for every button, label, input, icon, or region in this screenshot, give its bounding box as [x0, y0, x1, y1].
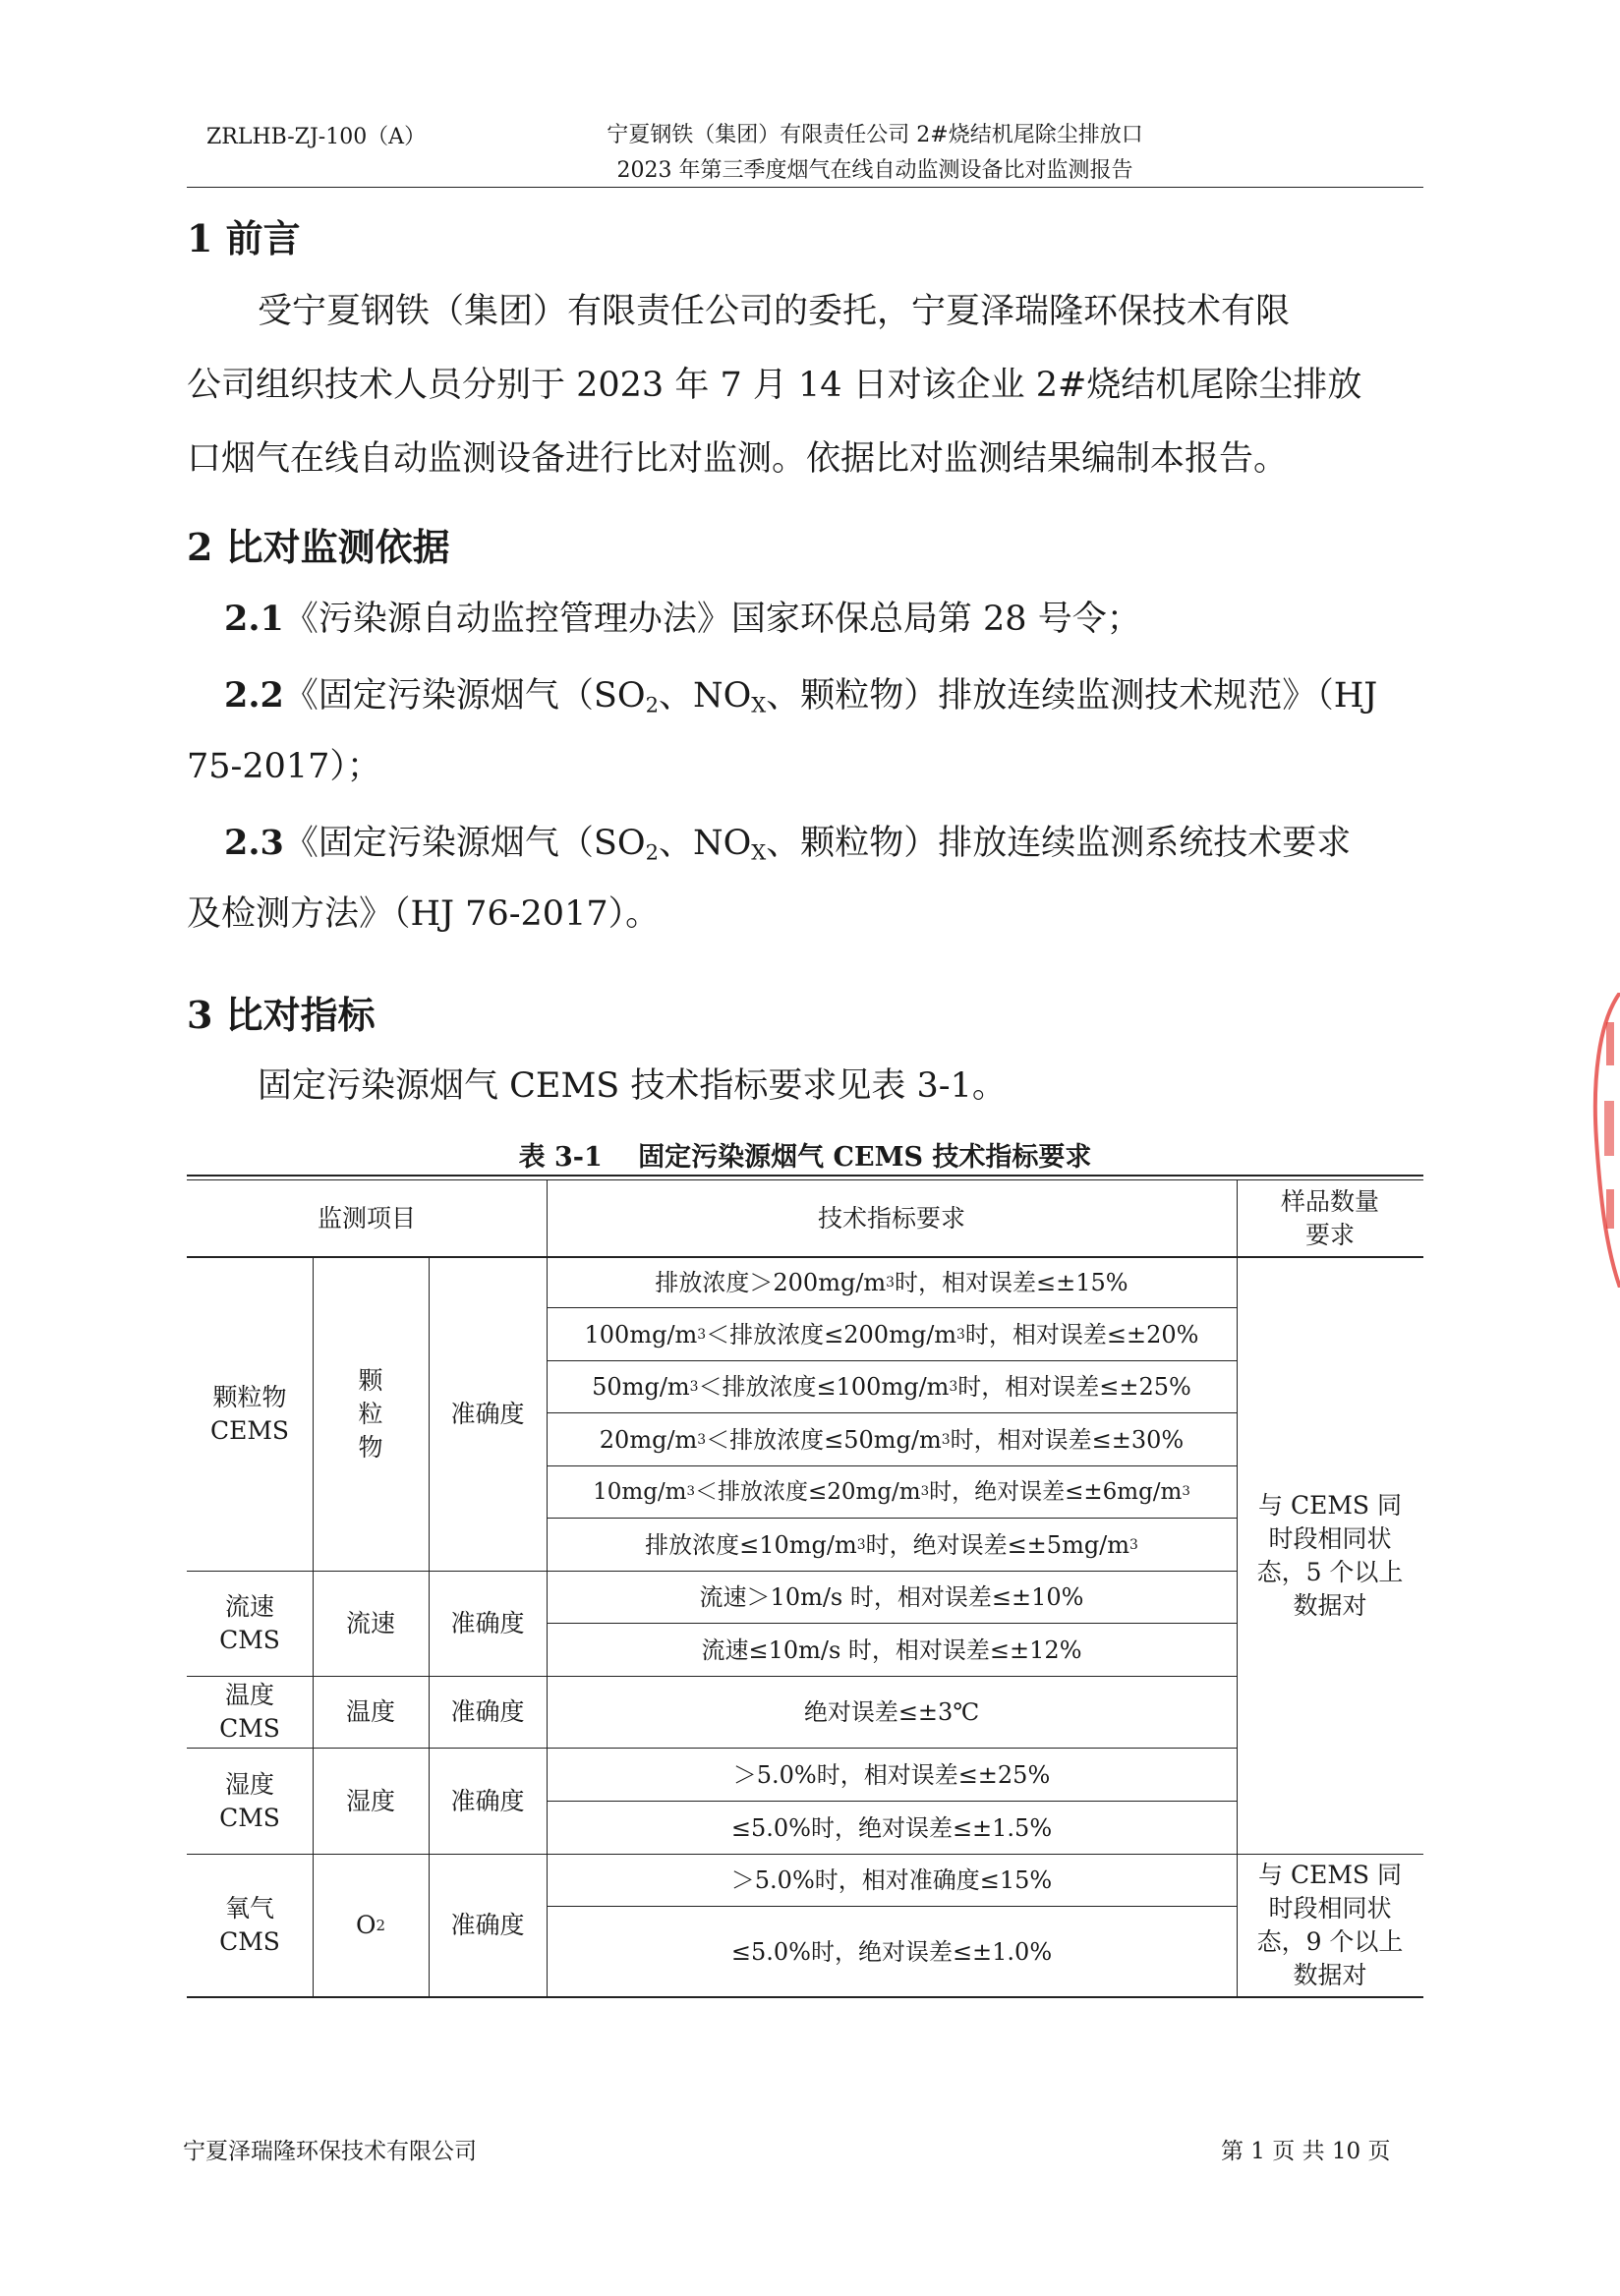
pm-cems-name: 颗粒物 CEMS — [209, 1382, 290, 1445]
o2-cms-name: 氧气 CMS — [219, 1894, 280, 1956]
basis-item-3-text-c: 、颗粒物）排放连续监测系统技术要求 — [766, 824, 1352, 863]
o2-param-symbol: O — [355, 1911, 376, 1939]
basis-item-3-text-b: 、NO — [658, 824, 752, 863]
pm-req-5: 10mg/m 3 ＜排放浓度≤20mg/m 3 时，绝对误差≤±6mg/m 3 — [547, 1466, 1237, 1518]
cems-requirements-table — [187, 1175, 1423, 1998]
sample-requirement-1: 与 CEMS 同时段相同状态，5 个以上数据对 — [1256, 1490, 1404, 1620]
basis-item-2-number: 2.2 — [224, 675, 284, 716]
basis-item-1-number: 2.1 — [224, 599, 284, 639]
table-top-rule-1 — [187, 1175, 1423, 1177]
section1-line2: 公司组织技术人员分别于 2023 年 7 月 14 日对该企业 2#烧结机尾除尘排放 — [187, 366, 1362, 405]
req-text: ＜排放浓度≤50mg/m — [706, 1425, 942, 1454]
temp-type: 准确度 — [450, 1697, 525, 1726]
hum-req-1: ＞5.0%时，相对误差≤±25% — [732, 1760, 1051, 1789]
basis-item-2-sub-nox: X — [751, 693, 767, 718]
req-text: 排放浓度＞200mg/m — [655, 1268, 887, 1296]
pm-req-4: 20mg/m 3 ＜排放浓度≤50mg/m 3 时，相对误差≤±30% — [547, 1413, 1237, 1465]
req-text: 10mg/m — [593, 1479, 687, 1505]
sample-requirement-2: 与 CEMS 同时段相同状态，9 个以上数据对 — [1256, 1861, 1404, 1989]
hum-req-2: ≤5.0%时，绝对误差≤±1.5% — [730, 1813, 1053, 1842]
flow-cms-name: 流速 CMS — [219, 1592, 280, 1654]
basis-item-2-sub-so2: 2 — [645, 693, 659, 718]
o2-req-2: ≤5.0%时，绝对误差≤±1.0% — [730, 1937, 1053, 1966]
req-text: 时，绝对误差≤±5mg/m — [865, 1530, 1130, 1559]
table-caption: 表 3-1 固定污染源烟气 CEMS 技术指标要求 — [518, 1142, 1092, 1173]
basis-item-3-sub-so2: 2 — [645, 840, 659, 865]
report-title-line2: 2023 年第三季度烟气在线自动监测设备比对监测报告 — [616, 158, 1133, 183]
temp-param: 温度 — [345, 1697, 395, 1726]
req-text: 时，相对误差≤±25% — [957, 1373, 1191, 1401]
th-technical-requirement: 技术指标要求 — [817, 1203, 965, 1233]
basis-item-3-number: 2.3 — [224, 823, 284, 863]
hum-cms-name: 湿度 CMS — [219, 1769, 280, 1832]
req-text: 时，相对误差≤±30% — [950, 1425, 1185, 1454]
flow-req-1: 流速＞10m/s 时，相对误差≤±10% — [699, 1583, 1084, 1611]
temp-cms-name: 温度 CMS — [219, 1681, 280, 1743]
report-title-line1: 宁夏钢铁（集团）有限责任公司 2#烧结机尾除尘排放口 — [607, 123, 1143, 147]
o2-param — [313, 1855, 429, 1996]
flow-type: 准确度 — [450, 1609, 525, 1637]
th-monitoring-item: 监测项目 — [317, 1203, 416, 1233]
req-text: 20mg/m — [599, 1425, 698, 1454]
req-text: 排放浓度≤10mg/m — [645, 1530, 857, 1559]
req-text: 时，相对误差≤±15% — [895, 1268, 1128, 1296]
req-text: ＜排放浓度≤200mg/m — [706, 1320, 957, 1349]
pm-type: 准确度 — [450, 1399, 525, 1428]
pm-req-1: 排放浓度＞200mg/m 3 时，相对误差≤±15% — [547, 1257, 1237, 1307]
section1-heading: 1 前言 — [187, 216, 301, 260]
section2-heading: 2 比对监测依据 — [187, 525, 450, 569]
basis-item-3-line2: 及检测方法》（HJ 76-2017）。 — [187, 894, 661, 934]
basis-item-2-line2: 75-2017）； — [187, 747, 381, 786]
section1-line1: 受宁夏钢铁（集团）有限责任公司的委托，宁夏泽瑞隆环保技术有限 — [258, 292, 1291, 331]
req-text: 时，相对误差≤±20% — [964, 1320, 1199, 1349]
req-text: ＜排放浓度≤100mg/m — [698, 1373, 950, 1401]
doc-code: ZRLHB-ZJ-100（A） — [206, 125, 427, 149]
temp-req-1: 绝对误差≤±3℃ — [803, 1698, 980, 1726]
basis-item-1-text: 《污染源自动监控管理办法》国家环保总局第 28 号令； — [283, 600, 1141, 639]
flow-req-2: 流速≤10m/s 时，相对误差≤±12% — [701, 1636, 1082, 1664]
o2-type: 准确度 — [450, 1911, 525, 1939]
o2-param-sub: 2 — [376, 1917, 386, 1934]
section3-heading: 3 比对指标 — [187, 993, 376, 1037]
pm-req-3: 50mg/m 3 ＜排放浓度≤100mg/m 3 时，相对误差≤±25% — [547, 1361, 1237, 1412]
basis-item-3 — [224, 823, 1352, 870]
hum-type: 准确度 — [450, 1786, 525, 1815]
basis-item-1 — [224, 599, 1141, 639]
partial-seal-stamp — [1585, 993, 1620, 1288]
hum-param: 湿度 — [345, 1786, 395, 1815]
basis-item-2 — [224, 675, 1378, 722]
basis-item-2-text-a: 《固定污染源烟气（SO — [283, 676, 646, 716]
req-text: 50mg/m — [592, 1373, 690, 1401]
table-bottom-rule — [187, 1996, 1423, 1998]
header-rule — [187, 187, 1423, 188]
basis-item-3-text-a: 《固定污染源烟气（SO — [283, 824, 646, 863]
flow-param: 流速 — [345, 1609, 395, 1637]
basis-item-3-sub-nox: X — [751, 840, 767, 865]
section3-intro: 固定污染源烟气 CEMS 技术指标要求见表 3-1。 — [258, 1066, 1007, 1106]
req-text: 100mg/m — [584, 1320, 698, 1349]
th-sample-quantity: 样品数量要求 — [1280, 1186, 1379, 1249]
o2-req-1: ＞5.0%时，相对准确度≤15% — [730, 1866, 1053, 1894]
pm-param: 颗粒物 — [358, 1365, 383, 1462]
basis-item-2-text-c: 、颗粒物）排放连续监测技术规范》（HJ — [766, 676, 1378, 716]
pm-req-6: 排放浓度≤10mg/m 3 时，绝对误差≤±5mg/m 3 — [547, 1519, 1237, 1571]
footer-page-number: 第 1 页 共 10 页 — [1221, 2139, 1391, 2164]
pm-req-2: 100mg/m 3 ＜排放浓度≤200mg/m 3 时，相对误差≤±20% — [547, 1308, 1237, 1360]
section1-line3: 口烟气在线自动监测设备进行比对监测。依据比对监测结果编制本报告。 — [187, 439, 1289, 479]
basis-item-2-text-b: 、NO — [658, 676, 752, 716]
footer-company: 宁夏泽瑞隆环保技术有限公司 — [183, 2139, 477, 2164]
req-text: ＜排放浓度≤20mg/m — [694, 1479, 921, 1505]
req-text: 时，绝对误差≤±6mg/m — [929, 1479, 1183, 1505]
